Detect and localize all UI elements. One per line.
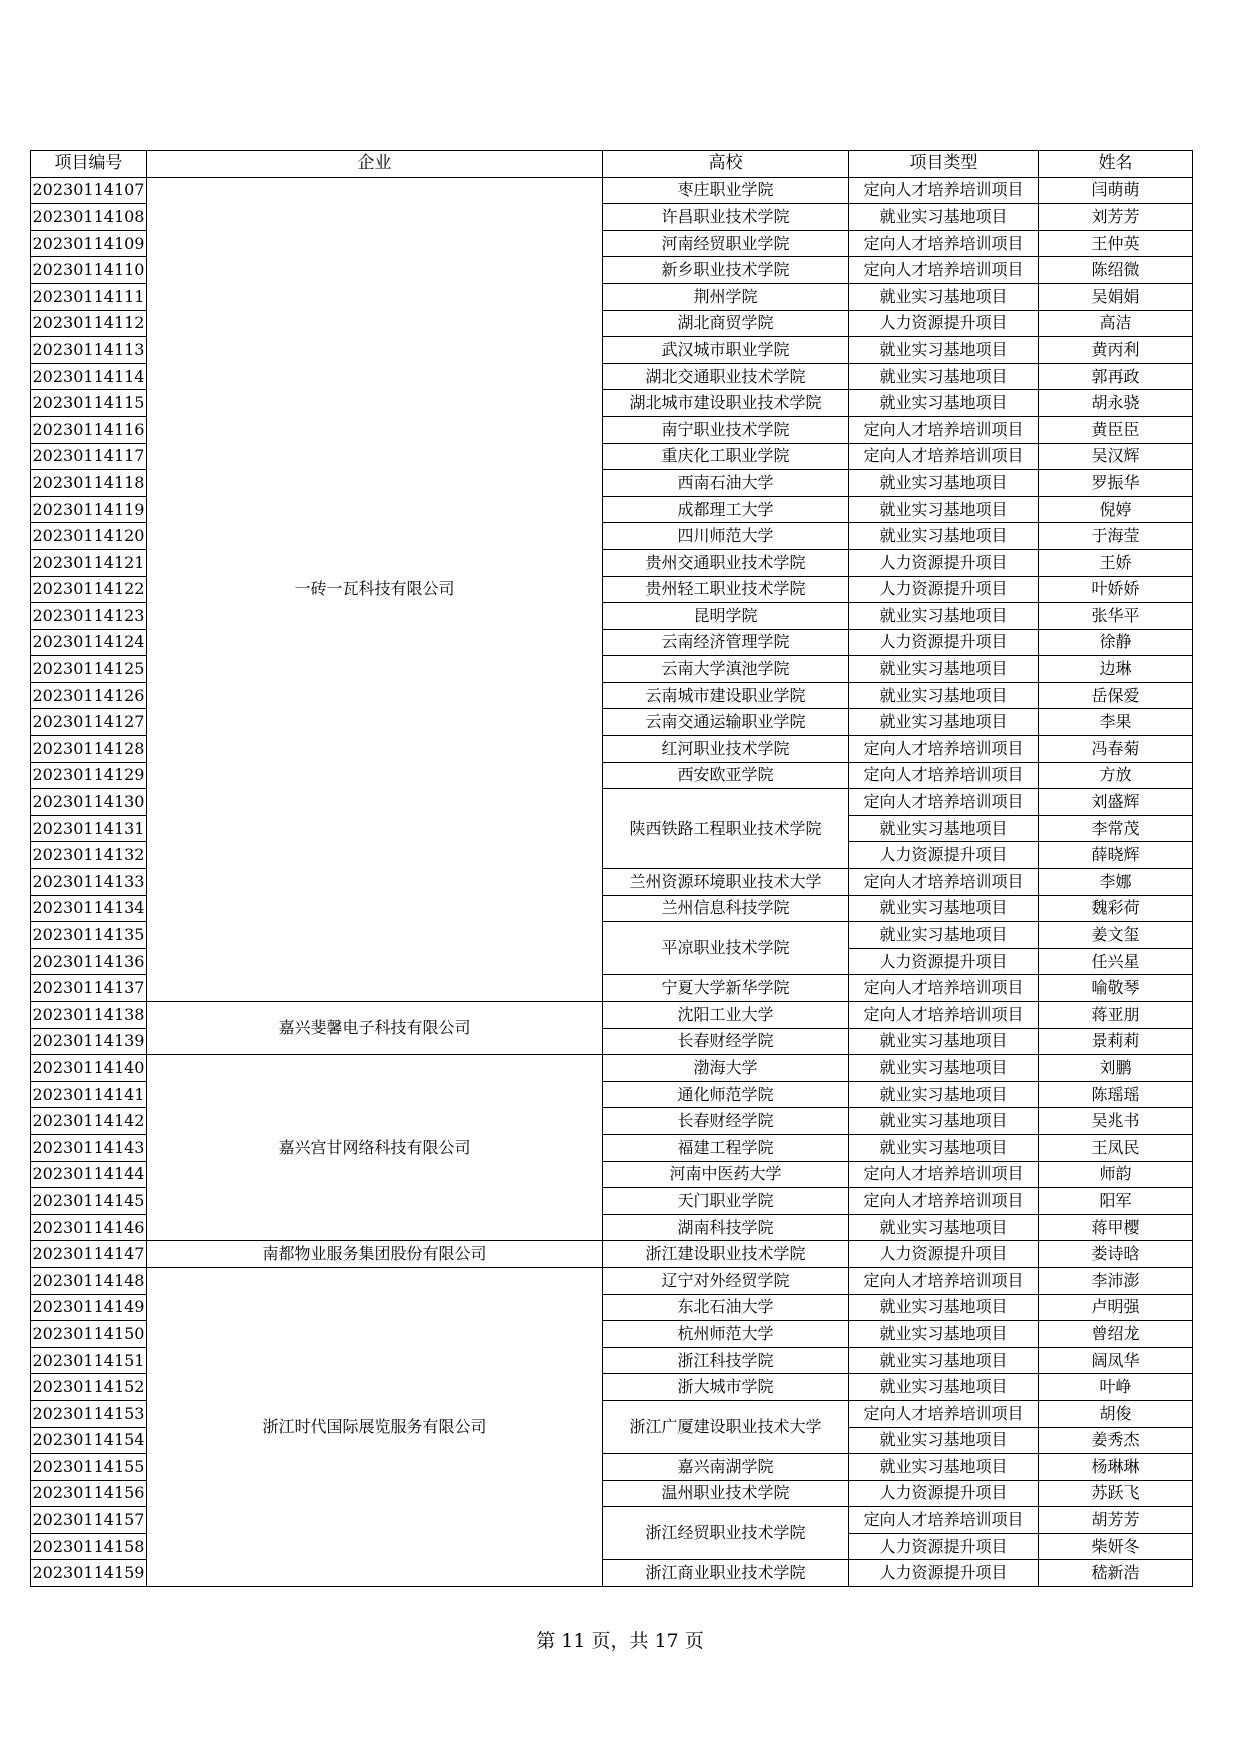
person-name-cell: 蒋甲樱 (1039, 1214, 1193, 1241)
company-cell: 嘉兴宫甘网络科技有限公司 (147, 1055, 603, 1241)
person-name-cell: 喻敬琴 (1039, 975, 1193, 1002)
project-id-cell: 20230114159 (31, 1560, 147, 1587)
person-name-cell: 吴汉辉 (1039, 443, 1193, 470)
school-cell: 兰州资源环境职业技术大学 (603, 869, 849, 896)
school-cell: 浙大城市学院 (603, 1374, 849, 1401)
project-id-cell: 20230114142 (31, 1108, 147, 1135)
person-name-cell: 蒋亚朋 (1039, 1002, 1193, 1029)
person-name-cell: 边琳 (1039, 656, 1193, 683)
header-project-type: 项目类型 (849, 151, 1039, 178)
table-row (31, 1267, 1193, 1294)
project-type-cell: 就业实习基地项目 (849, 603, 1039, 630)
school-cell: 兰州信息科技学院 (603, 895, 849, 922)
project-type-cell: 就业实习基地项目 (849, 1347, 1039, 1374)
school-cell: 东北石油大学 (603, 1294, 849, 1321)
person-name-cell: 李娜 (1039, 869, 1193, 896)
project-id-cell: 20230114157 (31, 1507, 147, 1534)
project-id-cell: 20230114117 (31, 443, 147, 470)
school-cell: 杭州师范大学 (603, 1321, 849, 1348)
project-type-cell: 就业实习基地项目 (849, 895, 1039, 922)
project-table (30, 150, 1193, 1587)
table-row (31, 177, 1193, 204)
school-cell: 云南经济管理学院 (603, 629, 849, 656)
project-id-cell: 20230114108 (31, 204, 147, 231)
project-id-cell: 20230114110 (31, 257, 147, 284)
person-name-cell: 陈瑶瑶 (1039, 1081, 1193, 1108)
school-cell: 沈阳工业大学 (603, 1002, 849, 1029)
table-body (31, 177, 1193, 1586)
project-type-cell: 定向人才培养培训项目 (849, 869, 1039, 896)
school-cell: 湖北城市建设职业技术学院 (603, 390, 849, 417)
project-type-cell: 就业实习基地项目 (849, 682, 1039, 709)
project-id-cell: 20230114143 (31, 1134, 147, 1161)
school-cell: 西南石油大学 (603, 470, 849, 497)
person-name-cell: 胡芳芳 (1039, 1507, 1193, 1534)
project-id-cell: 20230114145 (31, 1188, 147, 1215)
school-cell: 浙江商业职业技术学院 (603, 1560, 849, 1587)
school-cell: 长春财经学院 (603, 1028, 849, 1055)
school-cell: 红河职业技术学院 (603, 736, 849, 763)
school-cell: 武汉城市职业学院 (603, 337, 849, 364)
person-name-cell: 王凤民 (1039, 1134, 1193, 1161)
project-type-cell: 就业实习基地项目 (849, 390, 1039, 417)
project-id-cell: 20230114137 (31, 975, 147, 1002)
project-type-cell: 人力资源提升项目 (849, 576, 1039, 603)
project-type-cell: 人力资源提升项目 (849, 842, 1039, 869)
project-id-cell: 20230114135 (31, 922, 147, 949)
person-name-cell: 罗振华 (1039, 470, 1193, 497)
person-name-cell: 胡俊 (1039, 1400, 1193, 1427)
school-cell: 温州职业技术学院 (603, 1480, 849, 1507)
person-name-cell: 王仲英 (1039, 230, 1193, 257)
project-type-cell: 定向人才培养培训项目 (849, 177, 1039, 204)
school-cell: 西安欧亚学院 (603, 762, 849, 789)
project-id-cell: 20230114109 (31, 230, 147, 257)
project-type-cell: 人力资源提升项目 (849, 310, 1039, 337)
project-id-cell: 20230114146 (31, 1214, 147, 1241)
project-type-cell: 定向人才培养培训项目 (849, 257, 1039, 284)
project-type-cell: 就业实习基地项目 (849, 283, 1039, 310)
project-id-cell: 20230114116 (31, 416, 147, 443)
table-header-row (31, 151, 1193, 178)
project-id-cell: 20230114156 (31, 1480, 147, 1507)
project-id-cell: 20230114147 (31, 1241, 147, 1268)
table-row (31, 1002, 1193, 1029)
project-type-cell: 定向人才培养培训项目 (849, 736, 1039, 763)
project-type-cell: 就业实习基地项目 (849, 1028, 1039, 1055)
project-id-cell: 20230114118 (31, 470, 147, 497)
project-type-cell: 定向人才培养培训项目 (849, 1507, 1039, 1534)
school-cell: 四川师范大学 (603, 523, 849, 550)
school-cell: 陕西铁路工程职业技术学院 (603, 789, 849, 869)
project-type-cell: 就业实习基地项目 (849, 363, 1039, 390)
project-id-cell: 20230114127 (31, 709, 147, 736)
person-name-cell: 刘鹏 (1039, 1055, 1193, 1082)
company-cell: 浙江时代国际展览服务有限公司 (147, 1267, 603, 1586)
project-type-cell: 就业实习基地项目 (849, 1108, 1039, 1135)
person-name-cell: 闫萌萌 (1039, 177, 1193, 204)
school-cell: 湖北交通职业技术学院 (603, 363, 849, 390)
person-name-cell: 黄丙利 (1039, 337, 1193, 364)
person-name-cell: 阳军 (1039, 1188, 1193, 1215)
person-name-cell: 胡永骁 (1039, 390, 1193, 417)
school-cell: 浙江广厦建设职业技术大学 (603, 1400, 849, 1453)
project-id-cell: 20230114120 (31, 523, 147, 550)
school-cell: 湖南科技学院 (603, 1214, 849, 1241)
header-name: 姓名 (1039, 151, 1193, 178)
project-id-cell: 20230114130 (31, 789, 147, 816)
project-id-cell: 20230114152 (31, 1374, 147, 1401)
project-id-cell: 20230114129 (31, 762, 147, 789)
school-cell: 云南城市建设职业学院 (603, 682, 849, 709)
school-cell: 贵州交通职业技术学院 (603, 549, 849, 576)
table-row (31, 1055, 1193, 1082)
project-type-cell: 就业实习基地项目 (849, 815, 1039, 842)
project-type-cell: 人力资源提升项目 (849, 1560, 1039, 1587)
project-id-cell: 20230114148 (31, 1267, 147, 1294)
project-type-cell: 定向人才培养培训项目 (849, 1400, 1039, 1427)
company-cell: 南都物业服务集团股份有限公司 (147, 1241, 603, 1268)
header-project-id: 项目编号 (31, 151, 147, 178)
header-company: 企业 (147, 151, 603, 178)
school-cell: 天门职业学院 (603, 1188, 849, 1215)
project-id-cell: 20230114115 (31, 390, 147, 417)
project-id-cell: 20230114140 (31, 1055, 147, 1082)
person-name-cell: 苏跃飞 (1039, 1480, 1193, 1507)
project-type-cell: 人力资源提升项目 (849, 629, 1039, 656)
school-cell: 宁夏大学新华学院 (603, 975, 849, 1002)
school-cell: 贵州轻工职业技术学院 (603, 576, 849, 603)
school-cell: 新乡职业技术学院 (603, 257, 849, 284)
project-type-cell: 就业实习基地项目 (849, 204, 1039, 231)
project-id-cell: 20230114133 (31, 869, 147, 896)
project-type-cell: 就业实习基地项目 (849, 922, 1039, 949)
person-name-cell: 叶娇娇 (1039, 576, 1193, 603)
project-id-cell: 20230114114 (31, 363, 147, 390)
project-type-cell: 就业实习基地项目 (849, 709, 1039, 736)
project-type-cell: 定向人才培养培训项目 (849, 1267, 1039, 1294)
project-id-cell: 20230114112 (31, 310, 147, 337)
project-id-cell: 20230114131 (31, 815, 147, 842)
school-cell: 浙江科技学院 (603, 1347, 849, 1374)
project-id-cell: 20230114122 (31, 576, 147, 603)
person-name-cell: 吴兆书 (1039, 1108, 1193, 1135)
project-type-cell: 定向人才培养培训项目 (849, 230, 1039, 257)
project-type-cell: 就业实习基地项目 (849, 337, 1039, 364)
project-id-cell: 20230114154 (31, 1427, 147, 1454)
person-name-cell: 景莉莉 (1039, 1028, 1193, 1055)
school-cell: 浙江建设职业技术学院 (603, 1241, 849, 1268)
project-type-cell: 就业实习基地项目 (849, 1214, 1039, 1241)
project-type-cell: 就业实习基地项目 (849, 1321, 1039, 1348)
school-cell: 成都理工大学 (603, 496, 849, 523)
project-id-cell: 20230114151 (31, 1347, 147, 1374)
project-type-cell: 就业实习基地项目 (849, 656, 1039, 683)
project-id-cell: 20230114132 (31, 842, 147, 869)
project-type-cell: 定向人才培养培训项目 (849, 1002, 1039, 1029)
project-id-cell: 20230114139 (31, 1028, 147, 1055)
project-type-cell: 定向人才培养培训项目 (849, 416, 1039, 443)
project-type-cell: 就业实习基地项目 (849, 1134, 1039, 1161)
project-type-cell: 定向人才培养培训项目 (849, 975, 1039, 1002)
school-cell: 福建工程学院 (603, 1134, 849, 1161)
project-id-cell: 20230114158 (31, 1533, 147, 1560)
person-name-cell: 岳保爱 (1039, 682, 1193, 709)
person-name-cell: 姜秀杰 (1039, 1427, 1193, 1454)
project-id-cell: 20230114150 (31, 1321, 147, 1348)
project-id-cell: 20230114111 (31, 283, 147, 310)
school-cell: 云南交通运输职业学院 (603, 709, 849, 736)
project-type-cell: 人力资源提升项目 (849, 948, 1039, 975)
project-id-cell: 20230114149 (31, 1294, 147, 1321)
project-type-cell: 就业实习基地项目 (849, 1374, 1039, 1401)
person-name-cell: 杨琳琳 (1039, 1454, 1193, 1481)
project-id-cell: 20230114126 (31, 682, 147, 709)
project-type-cell: 就业实习基地项目 (849, 470, 1039, 497)
project-type-cell: 定向人才培养培训项目 (849, 1161, 1039, 1188)
person-name-cell: 曾绍龙 (1039, 1321, 1193, 1348)
project-id-cell: 20230114138 (31, 1002, 147, 1029)
school-cell: 嘉兴南湖学院 (603, 1454, 849, 1481)
person-name-cell: 李常茂 (1039, 815, 1193, 842)
person-name-cell: 姜文玺 (1039, 922, 1193, 949)
project-type-cell: 就业实习基地项目 (849, 1427, 1039, 1454)
page-footer: 第 11 页，共 17 页 (536, 1630, 704, 1652)
person-name-cell: 郭再政 (1039, 363, 1193, 390)
person-name-cell: 张华平 (1039, 603, 1193, 630)
project-type-cell: 人力资源提升项目 (849, 1533, 1039, 1560)
project-type-cell: 定向人才培养培训项目 (849, 789, 1039, 816)
person-name-cell: 嵇新浩 (1039, 1560, 1193, 1587)
school-cell: 河南中医药大学 (603, 1161, 849, 1188)
project-id-cell: 20230114128 (31, 736, 147, 763)
school-cell: 荆州学院 (603, 283, 849, 310)
project-type-cell: 人力资源提升项目 (849, 1241, 1039, 1268)
project-id-cell: 20230114155 (31, 1454, 147, 1481)
person-name-cell: 任兴星 (1039, 948, 1193, 975)
person-name-cell: 柴妍冬 (1039, 1533, 1193, 1560)
person-name-cell: 卢明强 (1039, 1294, 1193, 1321)
project-id-cell: 20230114134 (31, 895, 147, 922)
school-cell: 渤海大学 (603, 1055, 849, 1082)
school-cell: 枣庄职业学院 (603, 177, 849, 204)
school-cell: 湖北商贸学院 (603, 310, 849, 337)
project-id-cell: 20230114144 (31, 1161, 147, 1188)
project-type-cell: 人力资源提升项目 (849, 1480, 1039, 1507)
person-name-cell: 刘盛辉 (1039, 789, 1193, 816)
person-name-cell: 于海莹 (1039, 523, 1193, 550)
school-cell: 浙江经贸职业技术学院 (603, 1507, 849, 1560)
project-id-cell: 20230114125 (31, 656, 147, 683)
person-name-cell: 叶峥 (1039, 1374, 1193, 1401)
project-type-cell: 定向人才培养培训项目 (849, 1188, 1039, 1215)
project-id-cell: 20230114123 (31, 603, 147, 630)
person-name-cell: 李果 (1039, 709, 1193, 736)
project-type-cell: 定向人才培养培训项目 (849, 443, 1039, 470)
project-type-cell: 就业实习基地项目 (849, 1294, 1039, 1321)
project-id-cell: 20230114107 (31, 177, 147, 204)
school-cell: 重庆化工职业学院 (603, 443, 849, 470)
project-id-cell: 20230114113 (31, 337, 147, 364)
school-cell: 平凉职业技术学院 (603, 922, 849, 975)
school-cell: 昆明学院 (603, 603, 849, 630)
person-name-cell: 李沛澎 (1039, 1267, 1193, 1294)
project-id-cell: 20230114119 (31, 496, 147, 523)
project-type-cell: 定向人才培养培训项目 (849, 762, 1039, 789)
school-cell: 通化师范学院 (603, 1081, 849, 1108)
project-type-cell: 就业实习基地项目 (849, 523, 1039, 550)
school-cell: 辽宁对外经贸学院 (603, 1267, 849, 1294)
project-id-cell: 20230114121 (31, 549, 147, 576)
school-cell: 云南大学滇池学院 (603, 656, 849, 683)
person-name-cell: 薛晓辉 (1039, 842, 1193, 869)
person-name-cell: 徐静 (1039, 629, 1193, 656)
project-type-cell: 就业实习基地项目 (849, 496, 1039, 523)
company-cell: 一砖一瓦科技有限公司 (147, 177, 603, 1001)
table-row (31, 1241, 1193, 1268)
project-id-cell: 20230114153 (31, 1400, 147, 1427)
header-school: 高校 (603, 151, 849, 178)
project-id-cell: 20230114141 (31, 1081, 147, 1108)
person-name-cell: 倪婷 (1039, 496, 1193, 523)
person-name-cell: 刘芳芳 (1039, 204, 1193, 231)
person-name-cell: 娄诗晗 (1039, 1241, 1193, 1268)
person-name-cell: 冯春菊 (1039, 736, 1193, 763)
person-name-cell: 黄臣臣 (1039, 416, 1193, 443)
person-name-cell: 陈绍微 (1039, 257, 1193, 284)
project-type-cell: 就业实习基地项目 (849, 1081, 1039, 1108)
project-id-cell: 20230114136 (31, 948, 147, 975)
person-name-cell: 阔凤华 (1039, 1347, 1193, 1374)
person-name-cell: 吴娟娟 (1039, 283, 1193, 310)
company-cell: 嘉兴斐馨电子科技有限公司 (147, 1002, 603, 1055)
school-cell: 河南经贸职业学院 (603, 230, 849, 257)
school-cell: 许昌职业技术学院 (603, 204, 849, 231)
school-cell: 长春财经学院 (603, 1108, 849, 1135)
person-name-cell: 王娇 (1039, 549, 1193, 576)
person-name-cell: 魏彩荷 (1039, 895, 1193, 922)
person-name-cell: 高洁 (1039, 310, 1193, 337)
school-cell: 南宁职业技术学院 (603, 416, 849, 443)
project-id-cell: 20230114124 (31, 629, 147, 656)
person-name-cell: 方放 (1039, 762, 1193, 789)
project-type-cell: 就业实习基地项目 (849, 1055, 1039, 1082)
project-type-cell: 人力资源提升项目 (849, 549, 1039, 576)
person-name-cell: 师韵 (1039, 1161, 1193, 1188)
project-type-cell: 就业实习基地项目 (849, 1454, 1039, 1481)
